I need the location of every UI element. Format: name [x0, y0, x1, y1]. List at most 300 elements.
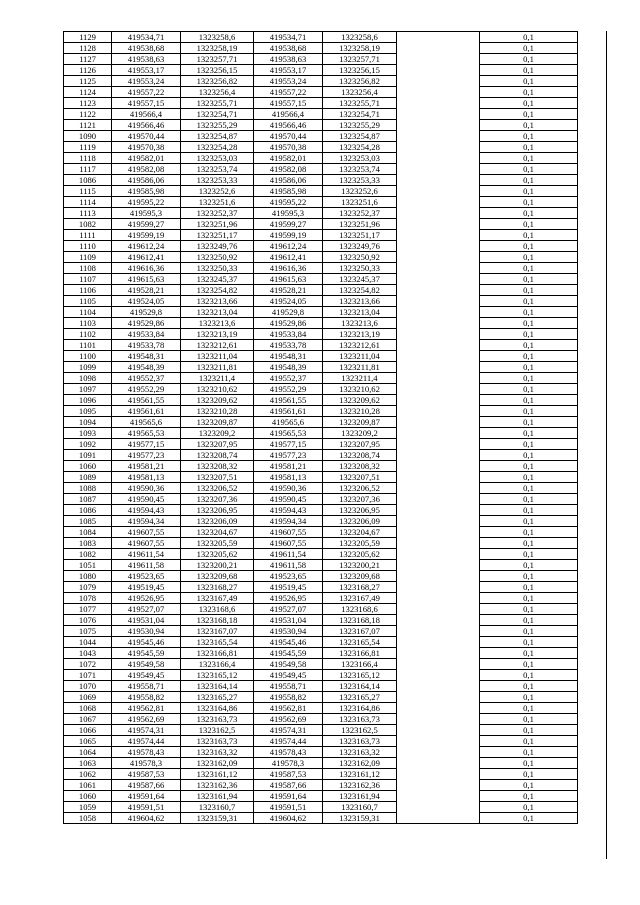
spacer-cell — [397, 791, 480, 802]
table-row — [64, 428, 578, 439]
y-coordinate-cell-2: 1323258,6 — [323, 32, 397, 43]
x-coordinate-cell-2: 419591,64 — [254, 791, 323, 802]
spacer-cell — [397, 494, 480, 505]
table-row — [64, 813, 578, 824]
table-row — [64, 219, 578, 230]
x-coordinate-cell: 419562,81 — [112, 703, 181, 714]
tolerance-cell: 0,1 — [480, 395, 578, 406]
point-number-cell: 1105 — [64, 296, 112, 307]
x-coordinate-cell: 419524,05 — [112, 296, 181, 307]
y-coordinate-cell: 1323161,94 — [181, 791, 254, 802]
spacer-cell — [397, 725, 480, 736]
spacer-cell — [397, 516, 480, 527]
point-number-cell: 1075 — [64, 626, 112, 637]
x-coordinate-cell: 419611,54 — [112, 549, 181, 560]
tolerance-cell: 0,1 — [480, 428, 578, 439]
table-row — [64, 274, 578, 285]
tolerance-cell: 0,1 — [480, 197, 578, 208]
x-coordinate-cell-2: 419528,21 — [254, 285, 323, 296]
tolerance-cell: 0,1 — [480, 560, 578, 571]
point-number-cell: 1113 — [64, 208, 112, 219]
y-coordinate-cell-2: 1323256,4 — [323, 87, 397, 98]
x-coordinate-cell: 419519,45 — [112, 582, 181, 593]
point-number-cell: 1043 — [64, 648, 112, 659]
y-coordinate-cell: 1323162,36 — [181, 780, 254, 791]
tolerance-cell: 0,1 — [480, 802, 578, 813]
y-coordinate-cell-2: 1323209,2 — [323, 428, 397, 439]
x-coordinate-cell-2: 419552,37 — [254, 373, 323, 384]
point-number-cell: 1106 — [64, 285, 112, 296]
spacer-cell — [397, 395, 480, 406]
tolerance-cell: 0,1 — [480, 659, 578, 670]
y-coordinate-cell-2: 1323168,6 — [323, 604, 397, 615]
spacer-cell — [397, 43, 480, 54]
tolerance-cell: 0,1 — [480, 296, 578, 307]
y-coordinate-cell: 1323213,19 — [181, 329, 254, 340]
y-coordinate-cell-2: 1323200,21 — [323, 560, 397, 571]
y-coordinate-cell-2: 1323165,54 — [323, 637, 397, 648]
y-coordinate-cell-2: 1323210,62 — [323, 384, 397, 395]
y-coordinate-cell-2: 1323211,04 — [323, 351, 397, 362]
point-number-cell: 1100 — [64, 351, 112, 362]
table-row — [64, 329, 578, 340]
x-coordinate-cell-2: 419594,34 — [254, 516, 323, 527]
y-coordinate-cell: 1323211,81 — [181, 362, 254, 373]
table-row — [64, 527, 578, 538]
table-row — [64, 296, 578, 307]
y-coordinate-cell-2: 1323163,73 — [323, 714, 397, 725]
table-row — [64, 406, 578, 417]
x-coordinate-cell-2: 419587,66 — [254, 780, 323, 791]
table-row — [64, 153, 578, 164]
table-row — [64, 373, 578, 384]
y-coordinate-cell-2: 1323252,37 — [323, 208, 397, 219]
x-coordinate-cell: 419528,21 — [112, 285, 181, 296]
y-coordinate-cell-2: 1323206,95 — [323, 505, 397, 516]
y-coordinate-cell: 1323258,6 — [181, 32, 254, 43]
x-coordinate-cell-2: 419524,05 — [254, 296, 323, 307]
spacer-cell — [397, 340, 480, 351]
y-coordinate-cell: 1323254,87 — [181, 131, 254, 142]
spacer-cell — [397, 736, 480, 747]
x-coordinate-cell-2: 419562,69 — [254, 714, 323, 725]
tolerance-cell: 0,1 — [480, 604, 578, 615]
y-coordinate-cell-2: 1323160,7 — [323, 802, 397, 813]
x-coordinate-cell: 419581,21 — [112, 461, 181, 472]
x-coordinate-cell-2: 419570,44 — [254, 131, 323, 142]
table-row — [64, 43, 578, 54]
x-coordinate-cell: 419594,43 — [112, 505, 181, 516]
x-coordinate-cell: 419578,43 — [112, 747, 181, 758]
tolerance-cell: 0,1 — [480, 450, 578, 461]
x-coordinate-cell: 419591,64 — [112, 791, 181, 802]
x-coordinate-cell-2: 419581,13 — [254, 472, 323, 483]
x-coordinate-cell: 419599,27 — [112, 219, 181, 230]
y-coordinate-cell: 1323213,6 — [181, 318, 254, 329]
spacer-cell — [397, 714, 480, 725]
y-coordinate-cell-2: 1323207,51 — [323, 472, 397, 483]
table-row — [64, 494, 578, 505]
point-number-cell: 1093 — [64, 428, 112, 439]
point-number-cell: 1095 — [64, 406, 112, 417]
x-coordinate-cell-2: 419607,55 — [254, 538, 323, 549]
spacer-cell — [397, 626, 480, 637]
tolerance-cell: 0,1 — [480, 417, 578, 428]
point-number-cell: 1119 — [64, 142, 112, 153]
table-row — [64, 131, 578, 142]
y-coordinate-cell-2: 1323207,95 — [323, 439, 397, 450]
y-coordinate-cell-2: 1323256,82 — [323, 76, 397, 87]
spacer-cell — [397, 219, 480, 230]
spacer-cell — [397, 769, 480, 780]
table-row — [64, 362, 578, 373]
spacer-cell — [397, 692, 480, 703]
point-number-cell: 1066 — [64, 725, 112, 736]
x-coordinate-cell-2: 419615,63 — [254, 274, 323, 285]
y-coordinate-cell: 1323256,82 — [181, 76, 254, 87]
spacer-cell — [397, 65, 480, 76]
table-row — [64, 32, 578, 43]
spacer-cell — [397, 98, 480, 109]
x-coordinate-cell-2: 419553,24 — [254, 76, 323, 87]
spacer-cell — [397, 186, 480, 197]
tolerance-cell: 0,1 — [480, 582, 578, 593]
point-number-cell: 1069 — [64, 692, 112, 703]
spacer-cell — [397, 241, 480, 252]
x-coordinate-cell-2: 419553,17 — [254, 65, 323, 76]
x-coordinate-cell: 419577,23 — [112, 450, 181, 461]
spacer-cell — [397, 252, 480, 263]
x-coordinate-cell: 419595,3 — [112, 208, 181, 219]
table-row — [64, 120, 578, 131]
table-row — [64, 208, 578, 219]
y-coordinate-cell: 1323253,74 — [181, 164, 254, 175]
x-coordinate-cell-2: 419578,43 — [254, 747, 323, 758]
point-number-cell: 1058 — [64, 813, 112, 824]
y-coordinate-cell-2: 1323163,73 — [323, 736, 397, 747]
table-row — [64, 571, 578, 582]
y-coordinate-cell-2: 1323205,62 — [323, 549, 397, 560]
x-coordinate-cell: 419616,36 — [112, 263, 181, 274]
y-coordinate-cell: 1323251,96 — [181, 219, 254, 230]
point-number-cell: 1094 — [64, 417, 112, 428]
point-number-cell: 1078 — [64, 593, 112, 604]
point-number-cell: 1044 — [64, 637, 112, 648]
y-coordinate-cell-2: 1323255,29 — [323, 120, 397, 131]
tolerance-cell: 0,1 — [480, 780, 578, 791]
spacer-cell — [397, 208, 480, 219]
y-coordinate-cell-2: 1323249,76 — [323, 241, 397, 252]
y-coordinate-cell-2: 1323162,09 — [323, 758, 397, 769]
spacer-cell — [397, 230, 480, 241]
x-coordinate-cell: 419594,34 — [112, 516, 181, 527]
table-row — [64, 241, 578, 252]
spacer-cell — [397, 637, 480, 648]
table-row — [64, 54, 578, 65]
y-coordinate-cell-2: 1323250,92 — [323, 252, 397, 263]
y-coordinate-cell: 1323208,32 — [181, 461, 254, 472]
spacer-cell — [397, 197, 480, 208]
table-row — [64, 758, 578, 769]
tolerance-cell: 0,1 — [480, 54, 578, 65]
x-coordinate-cell: 419562,69 — [112, 714, 181, 725]
point-number-cell: 1108 — [64, 263, 112, 274]
point-number-cell: 1102 — [64, 329, 112, 340]
y-coordinate-cell: 1323166,4 — [181, 659, 254, 670]
y-coordinate-cell: 1323165,54 — [181, 637, 254, 648]
table-row — [64, 197, 578, 208]
tolerance-cell: 0,1 — [480, 648, 578, 659]
y-coordinate-cell: 1323251,17 — [181, 230, 254, 241]
point-number-cell: 1070 — [64, 681, 112, 692]
y-coordinate-cell: 1323207,95 — [181, 439, 254, 450]
tolerance-cell: 0,1 — [480, 32, 578, 43]
spacer-cell — [397, 582, 480, 593]
y-coordinate-cell-2: 1323209,62 — [323, 395, 397, 406]
point-number-cell: 1103 — [64, 318, 112, 329]
point-number-cell: 1059 — [64, 802, 112, 813]
x-coordinate-cell-2: 419533,84 — [254, 329, 323, 340]
x-coordinate-cell-2: 419595,22 — [254, 197, 323, 208]
table-row — [64, 747, 578, 758]
x-coordinate-cell: 419529,86 — [112, 318, 181, 329]
y-coordinate-cell: 1323256,4 — [181, 87, 254, 98]
y-coordinate-cell-2: 1323161,12 — [323, 769, 397, 780]
y-coordinate-cell-2: 1323207,36 — [323, 494, 397, 505]
spacer-cell — [397, 758, 480, 769]
y-coordinate-cell: 1323162,5 — [181, 725, 254, 736]
x-coordinate-cell: 419578,3 — [112, 758, 181, 769]
point-number-cell: 1092 — [64, 439, 112, 450]
y-coordinate-cell-2: 1323251,6 — [323, 197, 397, 208]
point-number-cell: 1064 — [64, 747, 112, 758]
x-coordinate-cell-2: 419611,58 — [254, 560, 323, 571]
y-coordinate-cell-2: 1323166,81 — [323, 648, 397, 659]
table-row — [64, 648, 578, 659]
y-coordinate-cell: 1323163,32 — [181, 747, 254, 758]
tolerance-cell: 0,1 — [480, 98, 578, 109]
y-coordinate-cell: 1323207,36 — [181, 494, 254, 505]
tolerance-cell: 0,1 — [480, 527, 578, 538]
table-row — [64, 417, 578, 428]
spacer-cell — [397, 329, 480, 340]
y-coordinate-cell: 1323167,07 — [181, 626, 254, 637]
table-row — [64, 142, 578, 153]
table-row — [64, 516, 578, 527]
y-coordinate-cell-2: 1323254,28 — [323, 142, 397, 153]
y-coordinate-cell: 1323252,37 — [181, 208, 254, 219]
point-number-cell: 1122 — [64, 109, 112, 120]
y-coordinate-cell: 1323250,33 — [181, 263, 254, 274]
tolerance-cell: 0,1 — [480, 505, 578, 516]
y-coordinate-cell-2: 1323254,82 — [323, 285, 397, 296]
x-coordinate-cell-2: 419612,41 — [254, 252, 323, 263]
y-coordinate-cell: 1323165,12 — [181, 670, 254, 681]
point-number-cell: 1097 — [64, 384, 112, 395]
y-coordinate-cell-2: 1323253,74 — [323, 164, 397, 175]
y-coordinate-cell: 1323207,51 — [181, 472, 254, 483]
table-row — [64, 692, 578, 703]
y-coordinate-cell: 1323163,73 — [181, 736, 254, 747]
tolerance-cell: 0,1 — [480, 241, 578, 252]
y-coordinate-cell: 1323213,66 — [181, 296, 254, 307]
x-coordinate-cell: 419526,95 — [112, 593, 181, 604]
y-coordinate-cell-2: 1323245,37 — [323, 274, 397, 285]
y-coordinate-cell: 1323206,95 — [181, 505, 254, 516]
tolerance-cell: 0,1 — [480, 439, 578, 450]
tolerance-cell: 0,1 — [480, 725, 578, 736]
x-coordinate-cell-2: 419557,22 — [254, 87, 323, 98]
tolerance-cell: 0,1 — [480, 483, 578, 494]
y-coordinate-cell: 1323209,87 — [181, 417, 254, 428]
spacer-cell — [397, 164, 480, 175]
table-row — [64, 582, 578, 593]
x-coordinate-cell: 419591,51 — [112, 802, 181, 813]
table-row — [64, 340, 578, 351]
tolerance-cell: 0,1 — [480, 791, 578, 802]
table-row — [64, 252, 578, 263]
spacer-cell — [397, 538, 480, 549]
table-row — [64, 76, 578, 87]
x-coordinate-cell: 419587,53 — [112, 769, 181, 780]
table-row — [64, 681, 578, 692]
x-coordinate-cell-2: 419549,45 — [254, 670, 323, 681]
spacer-cell — [397, 505, 480, 516]
tolerance-cell: 0,1 — [480, 472, 578, 483]
x-coordinate-cell-2: 419558,82 — [254, 692, 323, 703]
x-coordinate-cell-2: 419533,78 — [254, 340, 323, 351]
x-coordinate-cell: 419590,45 — [112, 494, 181, 505]
tolerance-cell: 0,1 — [480, 703, 578, 714]
table-row — [64, 659, 578, 670]
x-coordinate-cell-2: 419594,43 — [254, 505, 323, 516]
spacer-cell — [397, 373, 480, 384]
tolerance-cell: 0,1 — [480, 43, 578, 54]
table-row — [64, 307, 578, 318]
y-coordinate-cell-2: 1323213,19 — [323, 329, 397, 340]
x-coordinate-cell-2: 419581,21 — [254, 461, 323, 472]
table-row — [64, 769, 578, 780]
x-coordinate-cell-2: 419566,4 — [254, 109, 323, 120]
y-coordinate-cell: 1323167,49 — [181, 593, 254, 604]
x-coordinate-cell-2: 419565,53 — [254, 428, 323, 439]
table-row — [64, 439, 578, 450]
y-coordinate-cell-2: 1323257,71 — [323, 54, 397, 65]
x-coordinate-cell-2: 419562,81 — [254, 703, 323, 714]
x-coordinate-cell-2: 419548,31 — [254, 351, 323, 362]
y-coordinate-cell-2: 1323211,4 — [323, 373, 397, 384]
y-coordinate-cell: 1323205,62 — [181, 549, 254, 560]
y-coordinate-cell-2: 1323213,6 — [323, 318, 397, 329]
x-coordinate-cell-2: 419565,6 — [254, 417, 323, 428]
x-coordinate-cell: 419552,29 — [112, 384, 181, 395]
x-coordinate-cell-2: 419538,68 — [254, 43, 323, 54]
x-coordinate-cell-2: 419587,53 — [254, 769, 323, 780]
tolerance-cell: 0,1 — [480, 340, 578, 351]
spacer-cell — [397, 681, 480, 692]
y-coordinate-cell-2: 1323204,67 — [323, 527, 397, 538]
tolerance-cell: 0,1 — [480, 406, 578, 417]
table-row — [64, 461, 578, 472]
x-coordinate-cell: 419566,4 — [112, 109, 181, 120]
y-coordinate-cell: 1323249,76 — [181, 241, 254, 252]
y-coordinate-cell: 1323159,31 — [181, 813, 254, 824]
x-coordinate-cell-2: 419577,15 — [254, 439, 323, 450]
y-coordinate-cell: 1323205,59 — [181, 538, 254, 549]
y-coordinate-cell: 1323204,67 — [181, 527, 254, 538]
x-coordinate-cell-2: 419530,94 — [254, 626, 323, 637]
y-coordinate-cell: 1323209,68 — [181, 571, 254, 582]
point-number-cell: 1127 — [64, 54, 112, 65]
y-coordinate-cell-2: 1323165,27 — [323, 692, 397, 703]
point-number-cell: 1060 — [64, 791, 112, 802]
y-coordinate-cell: 1323251,6 — [181, 197, 254, 208]
y-coordinate-cell: 1323253,03 — [181, 153, 254, 164]
y-coordinate-cell-2: 1323206,52 — [323, 483, 397, 494]
point-number-cell: 1107 — [64, 274, 112, 285]
tolerance-cell: 0,1 — [480, 681, 578, 692]
x-coordinate-cell-2: 419616,36 — [254, 263, 323, 274]
point-number-cell: 1085 — [64, 516, 112, 527]
table-row — [64, 703, 578, 714]
y-coordinate-cell-2: 1323209,68 — [323, 571, 397, 582]
y-coordinate-cell-2: 1323211,81 — [323, 362, 397, 373]
table-row — [64, 450, 578, 461]
table-row — [64, 560, 578, 571]
tolerance-cell: 0,1 — [480, 230, 578, 241]
table-row — [64, 384, 578, 395]
x-coordinate-cell: 419565,6 — [112, 417, 181, 428]
table-row — [64, 670, 578, 681]
x-coordinate-cell: 419607,55 — [112, 538, 181, 549]
x-coordinate-cell: 419561,55 — [112, 395, 181, 406]
spacer-cell — [397, 450, 480, 461]
spacer-cell — [397, 813, 480, 824]
x-coordinate-cell-2: 419590,45 — [254, 494, 323, 505]
tolerance-cell: 0,1 — [480, 813, 578, 824]
tolerance-cell: 0,1 — [480, 131, 578, 142]
tolerance-cell: 0,1 — [480, 516, 578, 527]
tolerance-cell: 0,1 — [480, 120, 578, 131]
x-coordinate-cell-2: 419574,44 — [254, 736, 323, 747]
tolerance-cell: 0,1 — [480, 670, 578, 681]
tolerance-cell: 0,1 — [480, 208, 578, 219]
y-coordinate-cell: 1323254,28 — [181, 142, 254, 153]
point-number-cell: 1060 — [64, 461, 112, 472]
tolerance-cell: 0,1 — [480, 714, 578, 725]
y-coordinate-cell-2: 1323163,32 — [323, 747, 397, 758]
y-coordinate-cell-2: 1323208,74 — [323, 450, 397, 461]
point-number-cell: 1129 — [64, 32, 112, 43]
point-number-cell: 1110 — [64, 241, 112, 252]
y-coordinate-cell-2: 1323168,27 — [323, 582, 397, 593]
spacer-cell — [397, 560, 480, 571]
point-number-cell: 1077 — [64, 604, 112, 615]
x-coordinate-cell: 419595,22 — [112, 197, 181, 208]
y-coordinate-cell-2: 1323251,96 — [323, 219, 397, 230]
y-coordinate-cell-2: 1323255,71 — [323, 98, 397, 109]
point-number-cell: 1117 — [64, 164, 112, 175]
spacer-cell — [397, 362, 480, 373]
table-row — [64, 98, 578, 109]
y-coordinate-cell: 1323200,21 — [181, 560, 254, 571]
x-coordinate-cell: 419552,37 — [112, 373, 181, 384]
table-row — [64, 802, 578, 813]
point-number-cell: 1080 — [64, 571, 112, 582]
table-row — [64, 230, 578, 241]
y-coordinate-cell: 1323250,92 — [181, 252, 254, 263]
tolerance-cell: 0,1 — [480, 593, 578, 604]
